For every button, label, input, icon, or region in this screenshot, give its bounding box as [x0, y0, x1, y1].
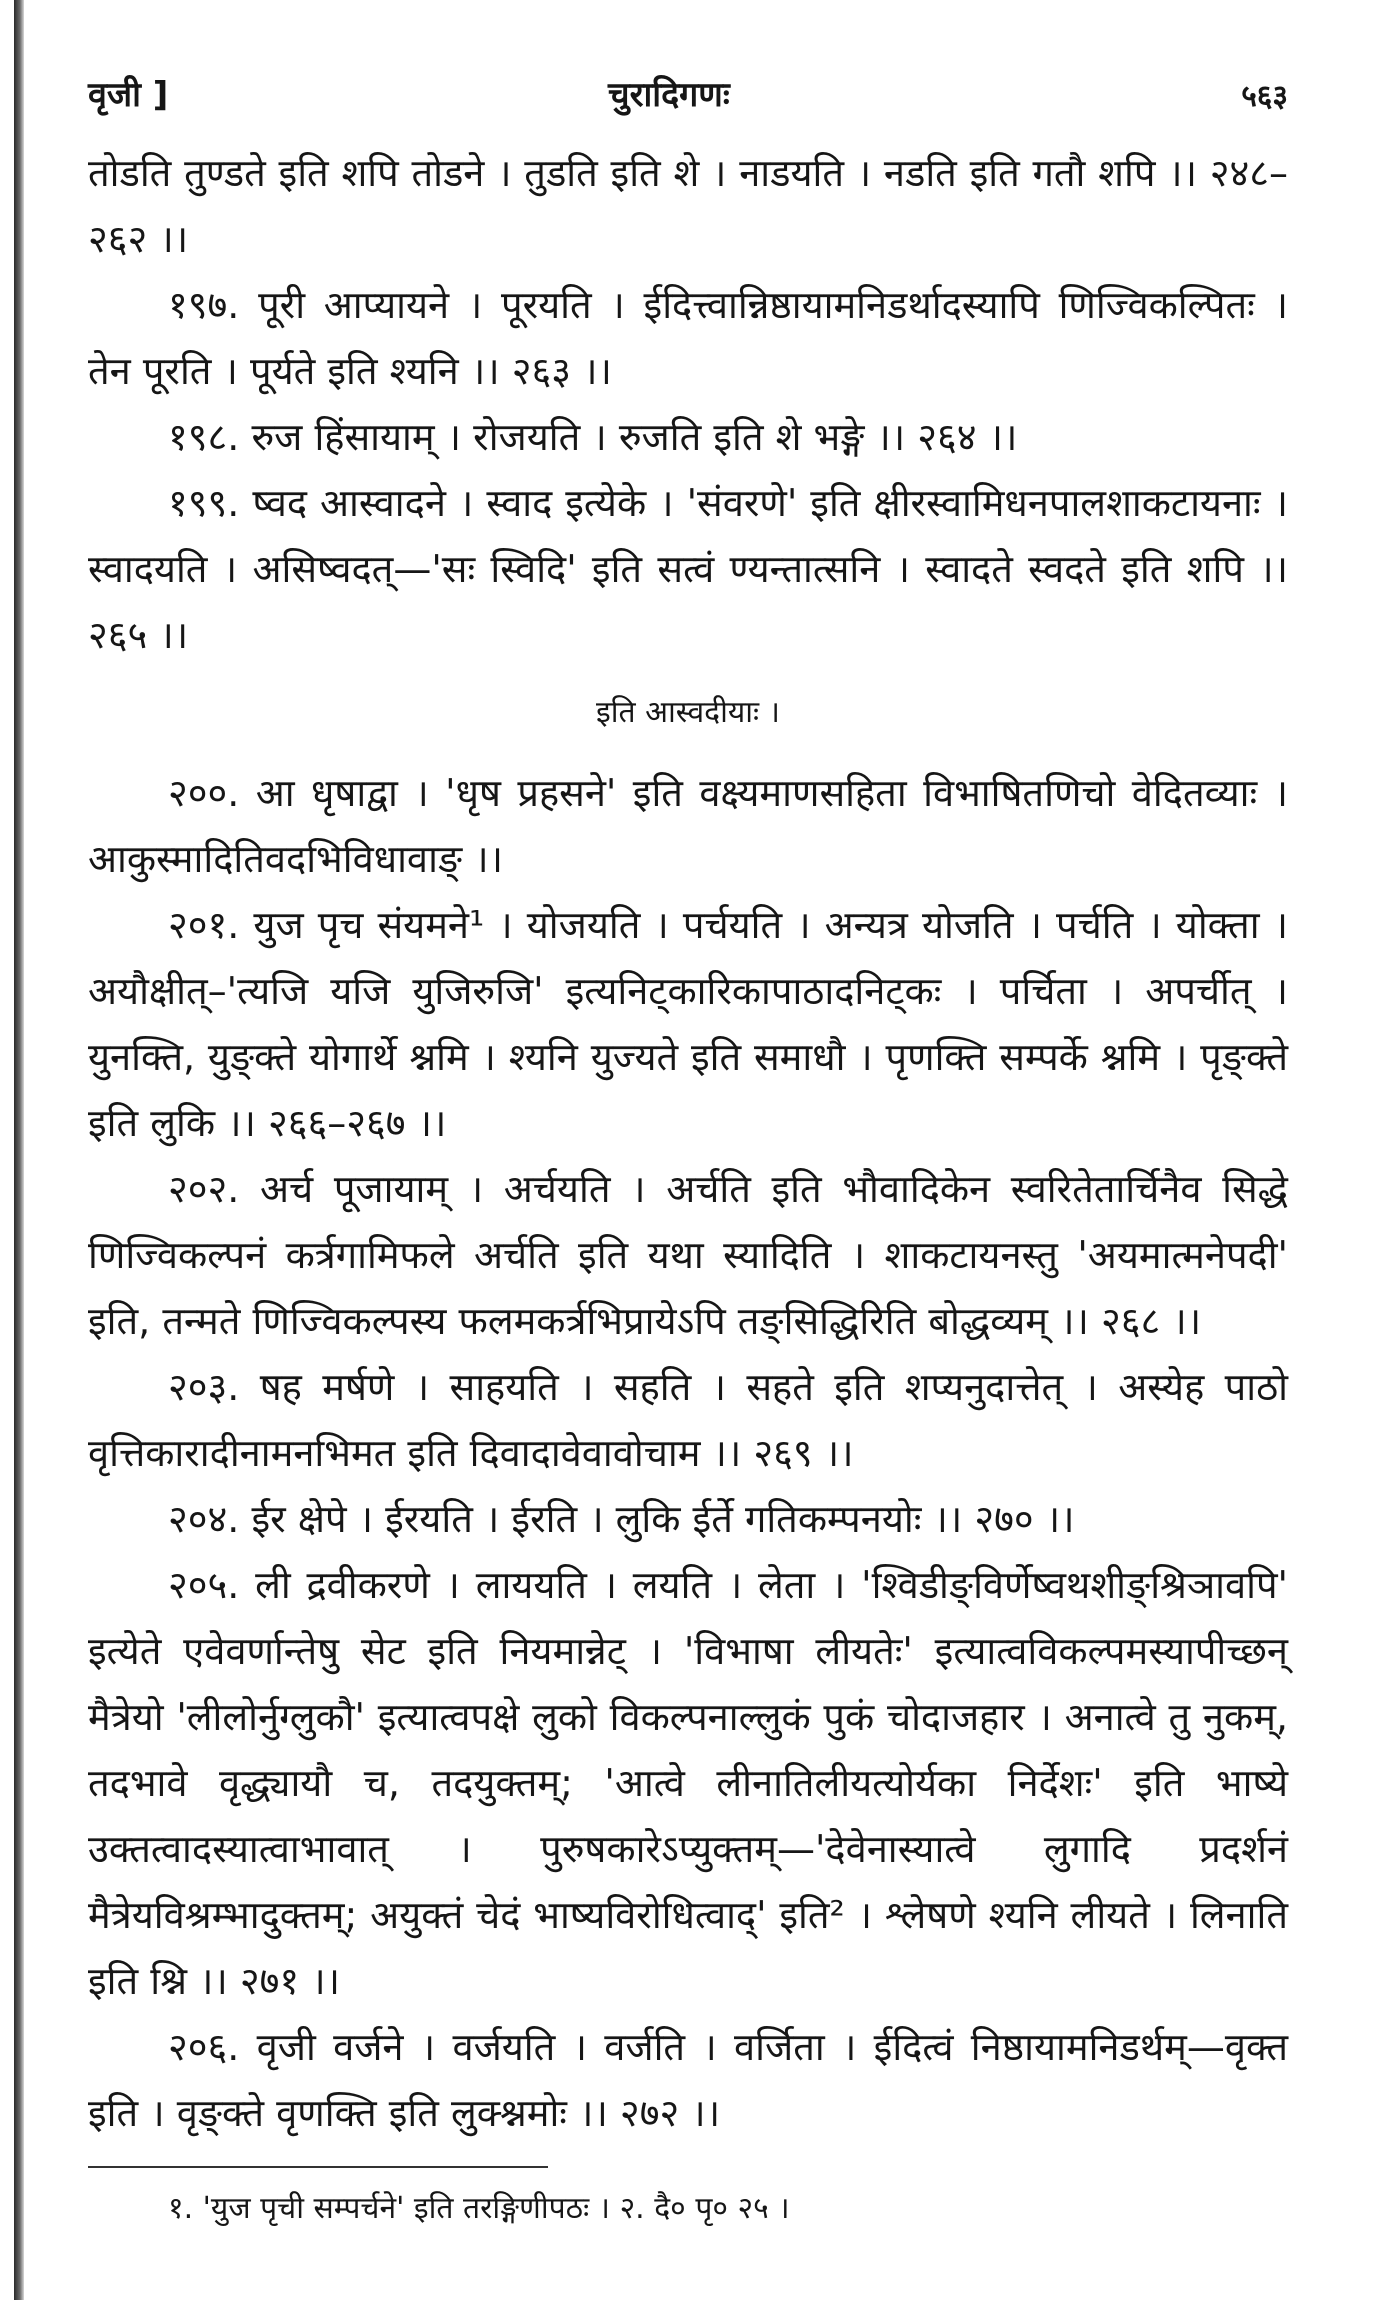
- paragraph-202: २०२. अर्च पूजायाम् । अर्चयति । अर्चति इति भौवादिकेन स्वरितेतार्चिनैव सिद्धे णिज्विकल्पनं कर्त्रगामिफले अर्चति इति यथा स्यादिति । शाकटायनस्तु 'अयमात्मनेपदी' इति, तन्मते णिज्विकल्पस्य फलमकर्त्रभिप्रायेऽपि तङ्सिद्धिरिति बोद्धव्यम् ।। २६८ ।।: [88, 1167, 1288, 1343]
- book-spine-edge: [14, 0, 24, 2300]
- paragraph-204: २०४. ईर क्षेपे । ईरयति । ईरति । लुकि ईर्ते गतिकम्पनयोः ।। २७० ।।: [168, 1497, 1075, 1541]
- paragraph-200: २००. आ धृषाद्वा । 'धृष प्रहसने' इति वक्ष्यमाणसहिता विभाषितणिचो वेदितव्याः । आकुस्मादितिवदभिविधावाङ् ।।: [88, 771, 1288, 881]
- paragraph-205: २०५. ली द्रवीकरणे । लाययति । लयति । लेता । 'श्विडीङ्विर्णेष्वथशीङ्श्रिञावपि' इत्येते एवेवर्णान्तेषु सेट इति नियमान्नेट् । 'विभाषा लीयतेः' इत्यात्वविकल्पमस्यापीच्छन् मैत्रेयो 'लीलोर्नुग्लुकौ' इत्यात्वपक्षे लुको विकल्पनाल्लुकं पुकं चोदाजहार । अनात्वे तु नुकम्, तदभावे वृद्ध्यायौ च, तदयुक्तम्; 'आत्वे लीनातिलीयत्योर्यका निर्देशः' इति भाष्ये उक्तत्वादस्यात्वाभावात् । पुरुषकारेऽप्युक्तम्—'देवेनास्यात्वे लुगादि प्रदर्शनं मैत्रेयविश्रम्भादुक्तम्; अयुक्तं चेदं भाष्यविरोधित्वाद्' इति² । श्लेषणे श्यनि लीयते । लिनाति इति श्नि ।। २७१ ।।: [88, 1563, 1288, 2003]
- footnote-rule: [88, 2166, 548, 2168]
- header-left-text: वृजी ]: [88, 75, 169, 115]
- page-content: [88, 70, 1288, 2234]
- header-title: चुरादिगणः: [608, 75, 730, 115]
- paragraph-206: २०६. वृजी वर्जने । वर्जयति । वर्जति । वर्जिता । ईदित्वं निष्ठायामनिडर्थम्—वृक्त इति । वृङ्क्ते वृणक्ति इति लुक्श्नमोः ।। २७२ ।।: [88, 2025, 1288, 2135]
- page-number: ५६३: [1241, 79, 1288, 114]
- paragraph-198: १९८. रुज हिंसायाम् । रोजयति । रुजति इति शे भङ्गे ।। २६४ ।।: [168, 415, 1018, 459]
- running-header: [88, 70, 1288, 140]
- paragraph-197: १९७. पूरी आप्यायने । पूरयति । ईदित्त्वान्निष्ठायामनिडर्थादस्यापि णिज्विकल्पितः । तेन पूरति । पूर्यते इति श्यनि ।। २६३ ।।: [88, 283, 1288, 393]
- paragraph-201: २०१. युज पृच संयमने¹ । योजयति । पर्चयति । अन्यत्र योजति । पर्चति । योक्ता । अयौक्षीत्–'त्यजि यजि युजिरुजि' इत्यनिट्कारिकापाठादनिट्कः । पर्चिता । अपर्चीत् । युनक्ति, युङ्क्ते योगार्थे श्नमि । श्यनि युज्यते इति समाधौ । पृणक्ति सम्पर्के श्नमि । पृङ्क्ते इति लुकि ।। २६६–२६७ ।।: [88, 903, 1288, 1145]
- section-heading: इति आस्वदीयाः ।: [596, 695, 780, 730]
- paragraph-203: २०३. षह मर्षणे । साहयति । सहति । सहते इति शप्यनुदात्तेत् । अस्येह पाठो वृत्तिकारादीनामनभिमत इति दिवादावेवावोचाम ।। २६९ ।।: [88, 1365, 1288, 1475]
- paragraph-199: १९९. ष्वद आस्वादने । स्वाद इत्येके । 'संवरणे' इति क्षीरस्वामिधनपालशाकटायनाः । स्वादयति । असिष्वदत्—'सः स्विदि' इति सत्वं ण्यन्तात्सनि । स्वादते स्वदते इति शपि ।। २६५ ।।: [88, 481, 1288, 657]
- footnotes: १. 'युज पृची सम्पर्चने' इति तरङ्गिणीपठः । २. दै० पृ० २५ ।: [168, 2191, 790, 2226]
- paragraph-continuation: तोडति तुण्डते इति शपि तोडने । तुडति इति शे । नाडयति । नडति इति गतौ शपि ।। २४८–२६२ ।।: [88, 151, 1288, 261]
